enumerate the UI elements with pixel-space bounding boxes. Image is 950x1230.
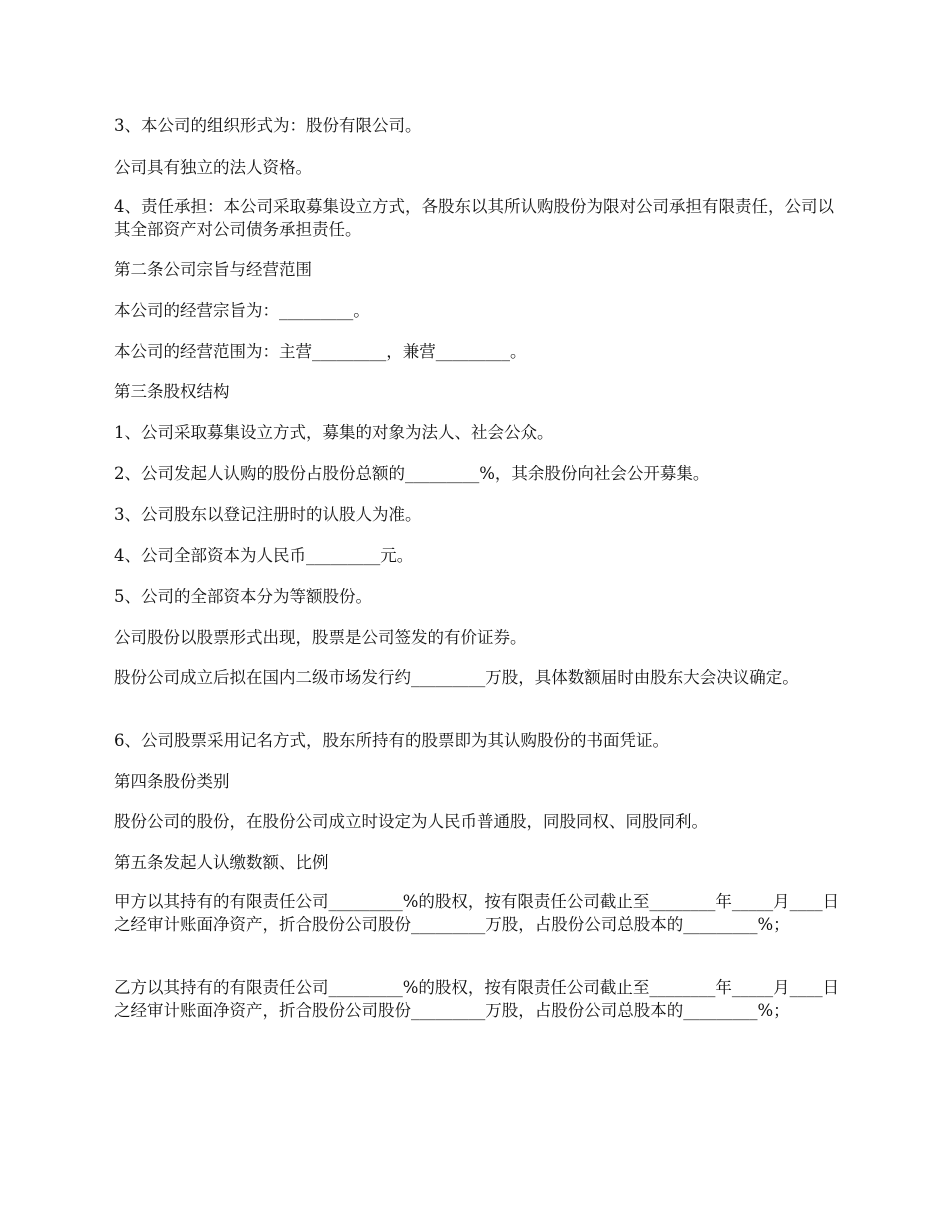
paragraph-shareholders: 3、公司股东以登记注册时的认股人为准。 [114, 505, 422, 524]
paragraph-total-capital: 4、公司全部资本为人民币_________元。 [114, 546, 414, 565]
paragraph-equal-shares: 5、公司的全部资本分为等额股份。 [114, 587, 372, 606]
heading-article-4: 第四条股份类别 [114, 772, 230, 791]
paragraph-business-scope: 本公司的经营范围为：主营_________，兼营_________。 [114, 342, 527, 361]
paragraph-liability: 4、责任承担：本公司采取募集设立方式，各股东以其所认购股份为限对公司承担有限责任，公司以其全部资产对公司债务承担责任。 [114, 197, 834, 239]
paragraph-party-b: 乙方以其持有的有限责任公司_________%的股权，按有限责任公司截止至________年_____月____日之经审计账面净资产，折合股份公司股份_________万股，占股份公司总股本的_________%； [114, 978, 840, 1020]
paragraph-business-purpose: 本公司的经营宗旨为：_________。 [114, 301, 370, 320]
paragraph-share-issuance: 股份公司成立后拟在国内二级市场发行约_________万股，具体数额届时由股东大会决议确定。 [114, 668, 799, 687]
paragraph-raising-method: 1、公司采取募集设立方式，募集的对象为法人、社会公众。 [114, 423, 554, 442]
paragraph-legal-person: 公司具有独立的法人资格。 [114, 158, 312, 177]
paragraph-share-certificates: 公司股份以股票形式出现，股票是公司签发的有价证券。 [114, 628, 527, 647]
heading-article-5: 第五条发起人认缴数额、比例 [114, 853, 329, 872]
paragraph-founder-share: 2、公司发起人认购的股份占股份总额的_________%，其余股份向社会公开募集。 [114, 464, 710, 483]
heading-article-3: 第三条股权结构 [114, 382, 230, 401]
paragraph-organization-form: 3、本公司的组织形式为：股份有限公司。 [114, 116, 422, 135]
paragraph-registered-shares: 6、公司股票采用记名方式，股东所持有的股票即为其认购股份的书面凭证。 [114, 731, 669, 750]
paragraph-share-class: 股份公司的股份，在股份公司成立时设定为人民币普通股，同股同权、同股同利。 [114, 812, 708, 831]
paragraph-party-a: 甲方以其持有的有限责任公司_________%的股权，按有限责任公司截止至________年_____月____日之经审计账面净资产，折合股份公司股份_________万股，占股份公司总股本的_________%； [114, 892, 840, 934]
heading-article-2: 第二条公司宗旨与经营范围 [114, 260, 312, 279]
